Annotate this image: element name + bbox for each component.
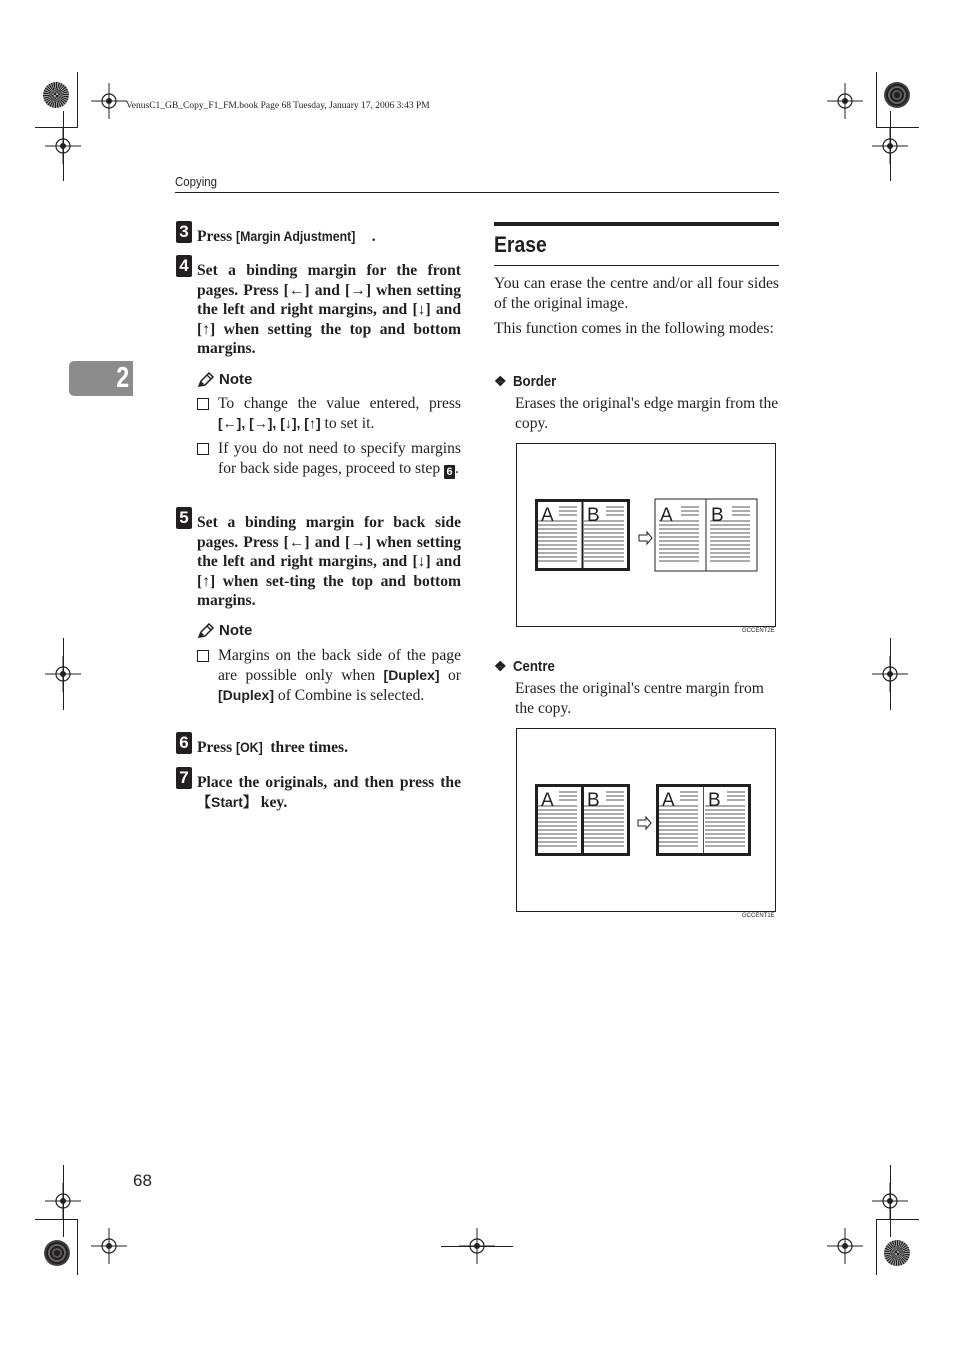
diamond-bullet-icon: ❖ <box>494 373 507 389</box>
checkbox-bullet-icon <box>197 398 209 410</box>
step-text: Set a binding margin for the front pages. Press [←] and [→] when setting the left and right margins, and [↓] and [↑] when setting the top and bottom margins. <box>197 262 461 357</box>
crop-mark <box>877 127 919 128</box>
figure-code: GCCENT2E <box>742 628 775 634</box>
arrow-keys: [←], [→], [↓], [↑] <box>218 414 321 431</box>
registration-mark-icon <box>91 83 127 119</box>
step-text: Press [Margin Adjustment] . <box>197 228 376 245</box>
section-top-rule <box>494 222 779 226</box>
section-title: Erase <box>494 232 547 257</box>
step-number: 6 <box>176 732 192 754</box>
crop-mark <box>876 72 877 128</box>
duplex-key: [Duplex] <box>383 666 440 683</box>
crop-mark <box>77 72 78 128</box>
crop-mark <box>63 1165 64 1237</box>
crop-mark <box>77 1219 78 1275</box>
chapter-number: 2 <box>116 362 129 394</box>
section-rule <box>494 265 779 266</box>
crop-mark <box>890 1165 891 1237</box>
step-number: 3 <box>176 221 192 243</box>
note-item: Margins on the back side of the page are possible only when [Duplex] or [Duplex] of Combine is selected. <box>197 646 461 705</box>
letter-b: B <box>587 790 600 811</box>
registration-mark-icon <box>91 1228 127 1264</box>
figure-code: GCCENT1E <box>742 913 775 919</box>
centre-figure <box>516 728 776 912</box>
note-label: Note <box>219 371 253 388</box>
crop-mark <box>876 1219 877 1275</box>
mode-heading-border: ❖ Border <box>494 373 556 390</box>
page-number: 68 <box>133 1171 152 1190</box>
letter-a: A <box>662 790 675 811</box>
letter-b: B <box>711 505 724 526</box>
intro-paragraph: You can erase the centre and/or all four sides of the original image. <box>494 275 779 312</box>
step-number: 4 <box>176 255 192 277</box>
color-rosette-icon <box>884 1240 910 1266</box>
border-illustration <box>517 444 775 626</box>
note-item: If you do not need to specify margins for back side pages, proceed to step 6 . <box>197 439 461 479</box>
letter-b: B <box>708 790 721 811</box>
color-rosette-icon <box>884 82 910 108</box>
step-text: Place the originals, and then press the 【Start】 key. <box>197 774 461 811</box>
letter-a: A <box>660 505 673 526</box>
pencil-icon <box>197 372 215 388</box>
mode-description: Erases the original's edge margin from the copy. <box>515 395 779 432</box>
step-text: Press [OK] three times. <box>197 739 349 756</box>
ok-key: [OK] <box>236 739 263 755</box>
margin-adjustment-key: [Margin Adjustment] <box>236 228 356 244</box>
crop-mark <box>63 111 64 181</box>
print-file-info: VenusC1_GB_Copy_F1_FM.book Page 68 Tuesday, January 17, 2006 3:43 PM <box>126 101 430 111</box>
letter-a: A <box>541 505 554 526</box>
crop-mark <box>890 111 891 181</box>
checkbox-bullet-icon <box>197 650 209 662</box>
registration-mark-icon <box>827 1228 863 1264</box>
pencil-icon <box>197 623 215 639</box>
step-number: 5 <box>176 507 192 529</box>
color-rosette-icon <box>44 1240 70 1266</box>
step-text: Set a binding margin for back side pages. Press [←] and [→] when setting the left and right margins, and [↓] and [↑] when set-ting the top and bottom margins. <box>197 514 461 609</box>
step-number: 7 <box>176 767 192 789</box>
color-rosette-icon <box>43 82 69 108</box>
mode-description: Erases the original's centre margin from the copy. <box>515 680 764 717</box>
registration-mark-icon <box>827 83 863 119</box>
modes-paragraph: This function comes in the following modes: <box>494 320 774 337</box>
header-rule <box>175 192 779 193</box>
crop-mark <box>35 1219 77 1220</box>
note-heading <box>197 622 252 639</box>
crop-mark <box>35 127 77 128</box>
note-heading <box>197 371 252 388</box>
note-label: Note <box>219 622 253 639</box>
checkbox-bullet-icon <box>197 443 209 455</box>
crop-mark <box>890 638 891 710</box>
crop-mark <box>441 1246 513 1247</box>
running-header: Copying <box>175 174 217 189</box>
crop-mark <box>877 1219 919 1220</box>
letter-a: A <box>541 790 554 811</box>
crop-mark <box>63 638 64 710</box>
chapter-tab <box>69 361 133 396</box>
start-key: 【Start】 <box>197 793 257 810</box>
centre-illustration <box>517 729 775 911</box>
duplex-key: [Duplex] <box>218 686 274 703</box>
step-reference: 6 <box>444 465 455 479</box>
mode-heading-centre: ❖ Centre <box>494 658 555 675</box>
border-figure <box>516 443 776 627</box>
diamond-bullet-icon: ❖ <box>494 658 507 674</box>
letter-b: B <box>587 505 600 526</box>
note-item: To change the value entered, press [←], [→], [↓], [↑] to set it. <box>197 394 461 434</box>
